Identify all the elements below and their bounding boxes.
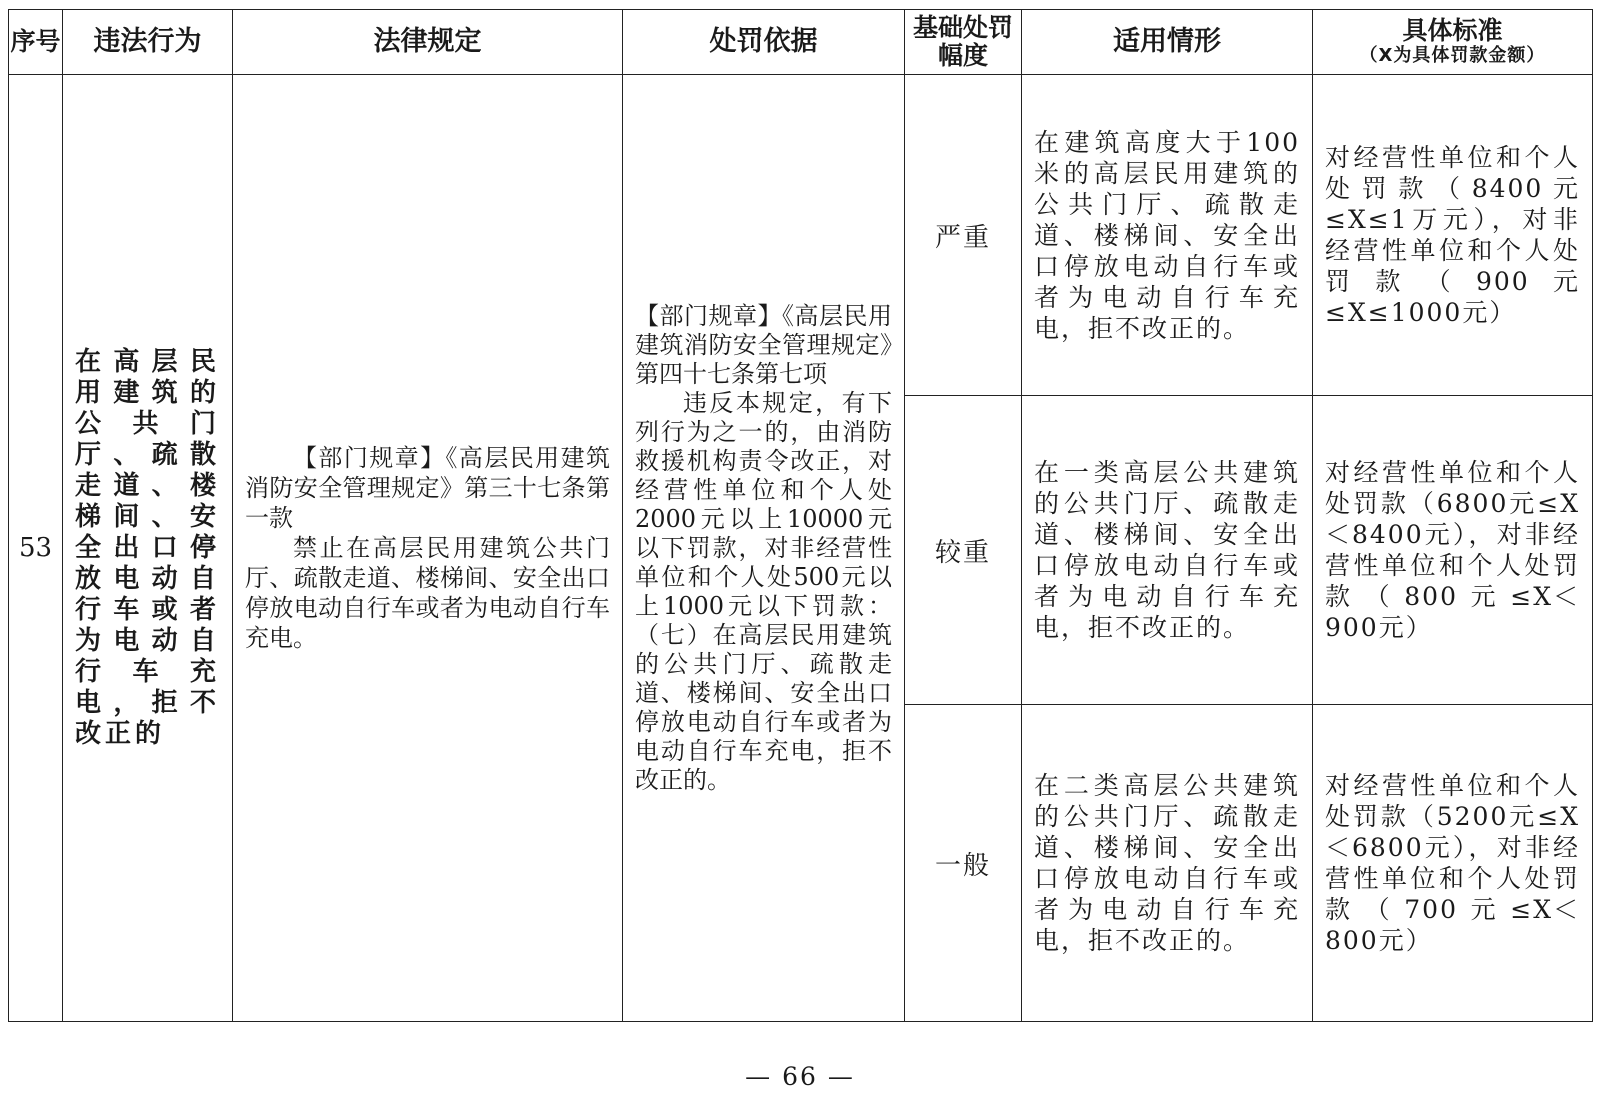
table-row [9,75,1593,396]
basis-title: 【部门规章】《高层民用建筑消防安全管理规定》第四十七条第七项 [635,301,892,388]
degree-general: 一般 [905,705,1022,1022]
row-seq: 53 [9,75,63,1022]
law-title: 【部门规章】《高层民用建筑消防安全管理规定》第三十七条第一款 [245,444,610,532]
header-violation: 违法行为 [63,10,233,75]
row-law [233,75,623,1022]
header-standard-title: 具体标准 [1402,16,1503,45]
situation-general: 在二类高层公共建筑的公共门厅、疏散走道、楼梯间、安全出口停放电动自行车或者为电动自行车充电，拒不改正的。 [1022,705,1313,1022]
page-number: — 66 — [745,1062,855,1091]
header-situation: 适用情形 [1022,10,1313,75]
penalty-standard-table [8,9,1593,1022]
header-standard-note: （X为具体罚款金额） [1359,45,1546,66]
situation-serious: 在一类高层公共建筑的公共门厅、疏散走道、楼梯间、安全出口停放电动自行车或者为电动自行车充电，拒不改正的。 [1022,396,1313,705]
standard-serious: 对经营性单位和个人处罚款（6800元≤X＜8400元），对非经营性单位和个人处罚款（800元≤X＜900元） [1313,396,1593,705]
law-text: 禁止在高层民用建筑公共门厅、疏散走道、楼梯间、安全出口停放电动自行车或者为电动自行车充电。 [245,534,610,652]
basis-text: 违反本规定，有下列行为之一的，由消防救援机构责令改正，对经营性单位和个人处2000元以上10000元以下罚款，对非经营性单位和个人处500元以上1000元以下罚款：（七）在高层民用建筑的公共门厅、疏散走道、楼梯间、安全出口停放电动自行车或者为电动自行车充电，拒不改正的。 [635,388,892,794]
header-seq: 序号 [9,10,63,75]
degree-severe: 严重 [905,75,1022,396]
row-violation: 在高层民用建筑的公共门厅、疏散走道、楼梯间、安全出口停放电动自行车或者为电动自行车充电，拒不改正的 [63,75,233,1022]
table-header-row [9,10,1593,75]
row-basis [623,75,905,1022]
standard-general: 对经营性单位和个人处罚款（5200元≤X＜6800元），对非经营性单位和个人处罚款（700元≤X＜800元） [1313,705,1593,1022]
degree-serious: 较重 [905,396,1022,705]
header-degree: 基础处罚幅度 [905,10,1022,75]
standard-severe: 对经营性单位和个人处罚款（8400元≤X≤1万元），对非经营性单位和个人处罚款（900元≤X≤1000元） [1313,75,1593,396]
situation-severe: 在建筑高度大于100米的高层民用建筑的公共门厅、疏散走道、楼梯间、安全出口停放电动自行车或者为电动自行车充电，拒不改正的。 [1022,75,1313,396]
header-basis: 处罚依据 [623,10,905,75]
header-standard [1313,10,1593,75]
header-law: 法律规定 [233,10,623,75]
